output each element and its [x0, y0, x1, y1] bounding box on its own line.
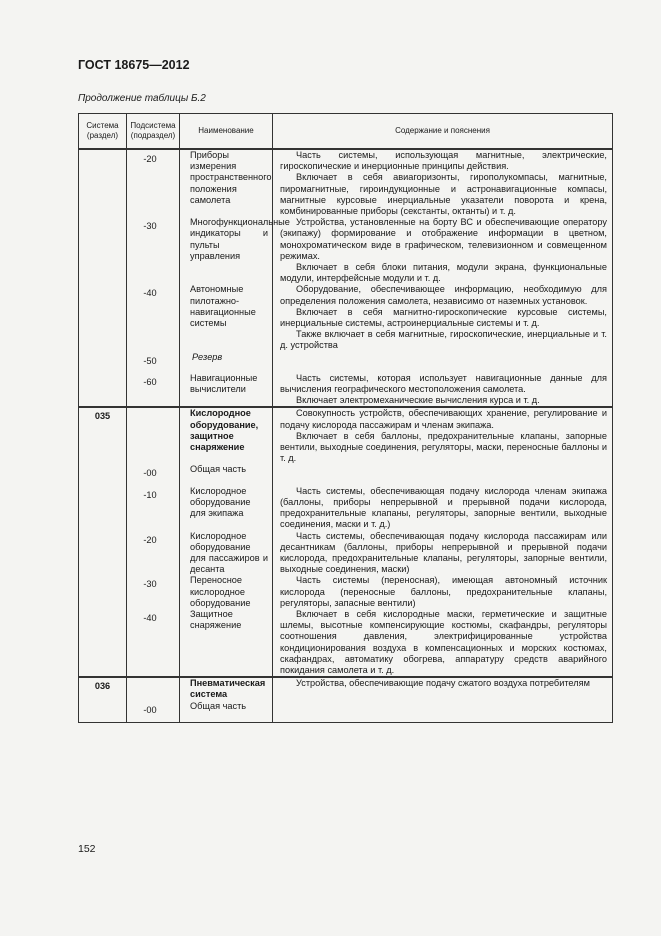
page-number: 152: [78, 843, 96, 855]
description-paragraph: Устройства, установленные на борту ВС и обеспечивающие оператору (экипажу) формирование и отображение информации в цветном, монохроматическом виде в графическом, телевизионном и совмещенном режимах.: [280, 217, 607, 261]
description-paragraph: Оборудование, обеспечивающее информацию, необходимую для определения положения самолета, независимо от наземных установок.: [280, 284, 607, 306]
item-name: Автономные пилотажно-навигационные системы: [190, 284, 256, 329]
description-cell: [273, 575, 613, 609]
description-cell: [273, 609, 613, 677]
table-row: [79, 352, 613, 373]
subsystem-code-cell: -40: [127, 284, 180, 351]
table-row: [79, 701, 613, 723]
description-cell: [273, 284, 613, 351]
system-code-cell: [79, 486, 127, 531]
subsystem-code-cell: -00: [127, 701, 180, 723]
name-cell: [180, 464, 273, 485]
item-name: Кислородное оборудование для пассажиров и десанта: [190, 530, 268, 575]
item-name: Общая часть: [190, 700, 247, 711]
subsystem-code-cell: -20: [127, 149, 180, 217]
item-name: Приборы измерения пространственного положения самолета: [190, 150, 272, 205]
column-header-name: Наименование: [180, 114, 273, 150]
description-cell: [273, 531, 613, 576]
item-name: Защитное снаряжение: [190, 608, 242, 631]
system-code-cell: 036: [79, 677, 127, 700]
table-caption: Продолжение таблицы Б.2: [78, 93, 206, 104]
name-cell: [180, 352, 273, 373]
subsystem-code-cell: [127, 407, 180, 464]
system-code-cell: [79, 701, 127, 723]
classification-table: [78, 113, 613, 723]
subsystem-code-cell: -20: [127, 531, 180, 576]
name-cell: [180, 149, 273, 217]
subsystem-code-cell: -10: [127, 486, 180, 531]
description-paragraph: Совокупность устройств, обеспечивающих хранение, регулирование и подачу кислорода пассажирам и членам экипажа.: [280, 408, 607, 430]
description-paragraph: Включает в себя авиагоризонты, гирополукомпасы, магнитные, пиромагнитные, гироиндукционные и астронавигационные компасы, магнитные курсовые инерциальные указатели поворота и крена, комбинированные приборы (секстанты, октанты) и т. д.: [280, 172, 607, 217]
description-paragraph: Включает в себя магнитно-гироскопические курсовые системы, инерциальные системы, астроинерциальные системы и т. д.: [280, 306, 607, 329]
system-code-cell: [79, 149, 127, 217]
description-cell: [273, 149, 613, 217]
name-cell: [180, 701, 273, 723]
table-row: [79, 531, 613, 576]
description-paragraph: Устройства, обеспечивающие подачу сжатого воздуха потребителям: [296, 678, 590, 689]
subsystem-code-cell: -00: [127, 464, 180, 485]
item-name: Многофункциональные индикаторы и пульты управления: [190, 217, 290, 261]
description-cell: [273, 373, 613, 408]
table-row: [79, 677, 613, 700]
description-cell: [273, 407, 613, 464]
system-code-cell: [79, 464, 127, 485]
column-header-description: Содержание и пояснения: [273, 114, 613, 150]
name-cell: [180, 575, 273, 609]
description-paragraph: Включает в себя блоки питания, модули экрана, функциональные модули, интерфейсные модули и т. д.: [280, 262, 607, 284]
item-name: Кислородное оборудование, защитное снаряжение: [190, 408, 259, 453]
system-code-cell: [79, 373, 127, 408]
subsystem-code-cell: [127, 677, 180, 700]
description-cell: [273, 464, 613, 485]
name-cell: [180, 677, 273, 700]
table-row: [79, 284, 613, 351]
table-row: [79, 464, 613, 485]
name-cell: [180, 217, 290, 284]
description-cell: [273, 677, 613, 700]
table-row: [79, 217, 613, 284]
system-code-cell: [79, 609, 127, 677]
description-cell: [273, 486, 613, 531]
table-row: [79, 149, 613, 217]
table-header: [79, 114, 613, 150]
subsystem-code-cell: -30: [127, 217, 180, 284]
name-cell: [180, 531, 273, 576]
description-cell: [273, 701, 613, 723]
system-code-cell: [79, 531, 127, 576]
description-paragraph: Включает электромеханические вычисления курса и т. д.: [296, 395, 540, 406]
subsystem-code-cell: -60: [127, 373, 180, 408]
description-paragraph: Часть системы, обеспечивающая подачу кислорода членам экипажа (баллоны, приборы непрерывной и прерывной подачи кислорода, предохранительные клапаны, регуляторы, запорные вентили, выходные соединения, маски и т. д.): [280, 485, 607, 530]
item-name: Резерв: [192, 351, 223, 362]
name-cell: [180, 609, 273, 677]
name-cell: [180, 407, 273, 464]
description-cell: [273, 217, 613, 284]
item-name: Навигационные вычислители: [190, 372, 258, 395]
column-header-system: Система (раздел): [79, 114, 127, 150]
system-code-cell: [79, 284, 127, 351]
description-paragraph: Часть системы (переносная), имеющая автономный источник кислорода (переносные баллоны, предохранительные клапаны, регуляторы, запасные вентили): [280, 575, 607, 608]
table-row: [79, 609, 613, 677]
description-paragraph: Часть системы, которая использует навигационные данные для вычисления географического местоположения самолета.: [280, 372, 607, 395]
document-title: ГОСТ 18675—2012: [78, 58, 190, 72]
item-name: Кислородное оборудование для экипажа: [190, 485, 251, 519]
system-code-cell: [79, 575, 127, 609]
system-code-cell: [79, 217, 127, 284]
subsystem-code-cell: -30: [127, 575, 180, 609]
name-cell: [180, 373, 273, 408]
description-cell: [273, 352, 613, 373]
item-name: Общая часть: [190, 464, 247, 475]
system-code-cell: [79, 352, 127, 373]
system-code-cell: 035: [79, 407, 127, 464]
description-paragraph: Включает в себя кислородные маски, герметические и защитные шлемы, высотные компенсирующие костюмы, скафандры, регуляторы соотношения давления, электрифицированные устройства кондиционирования воздуха в компенсационных и морских костюмах, скафандрах, автоматику обогрева, аппаратуру средств аварийного покидания самолета и т. д.: [280, 608, 607, 675]
description-paragraph: Включает в себя баллоны, предохранительные клапаны, запорные вентили, выходные соединения, регуляторы, маски, переносные баллоны и т. д.: [280, 430, 607, 464]
table-row: [79, 575, 613, 609]
table-body: [79, 149, 613, 722]
name-cell: [180, 486, 273, 531]
subsystem-code-cell: -40: [127, 609, 180, 677]
description-paragraph: Также включает в себя магнитные, гироскопические, инерциальные и т. д. устройства: [280, 329, 607, 351]
table-row: [79, 373, 613, 408]
name-cell: [180, 284, 273, 351]
subsystem-code-cell: -50: [127, 352, 180, 373]
column-header-subsystem: Подсистема (подраздел): [127, 114, 180, 150]
description-paragraph: Часть системы, использующая магнитные, электрические, гироскопические и инерционные принципы действия.: [280, 150, 607, 172]
table-row: [79, 486, 613, 531]
item-name: Пневматическая система: [190, 678, 266, 700]
item-name: Переносное кислородное оборудование: [190, 575, 251, 608]
table-row: [79, 407, 613, 464]
description-paragraph: Часть системы, обеспечивающая подачу кислорода пассажирам или десантникам (баллоны, приборы непрерывной и прерывной подачи кислорода, предохранительные клапаны, регуляторы, запорные вентили, выходные соединения, маски): [280, 530, 607, 575]
